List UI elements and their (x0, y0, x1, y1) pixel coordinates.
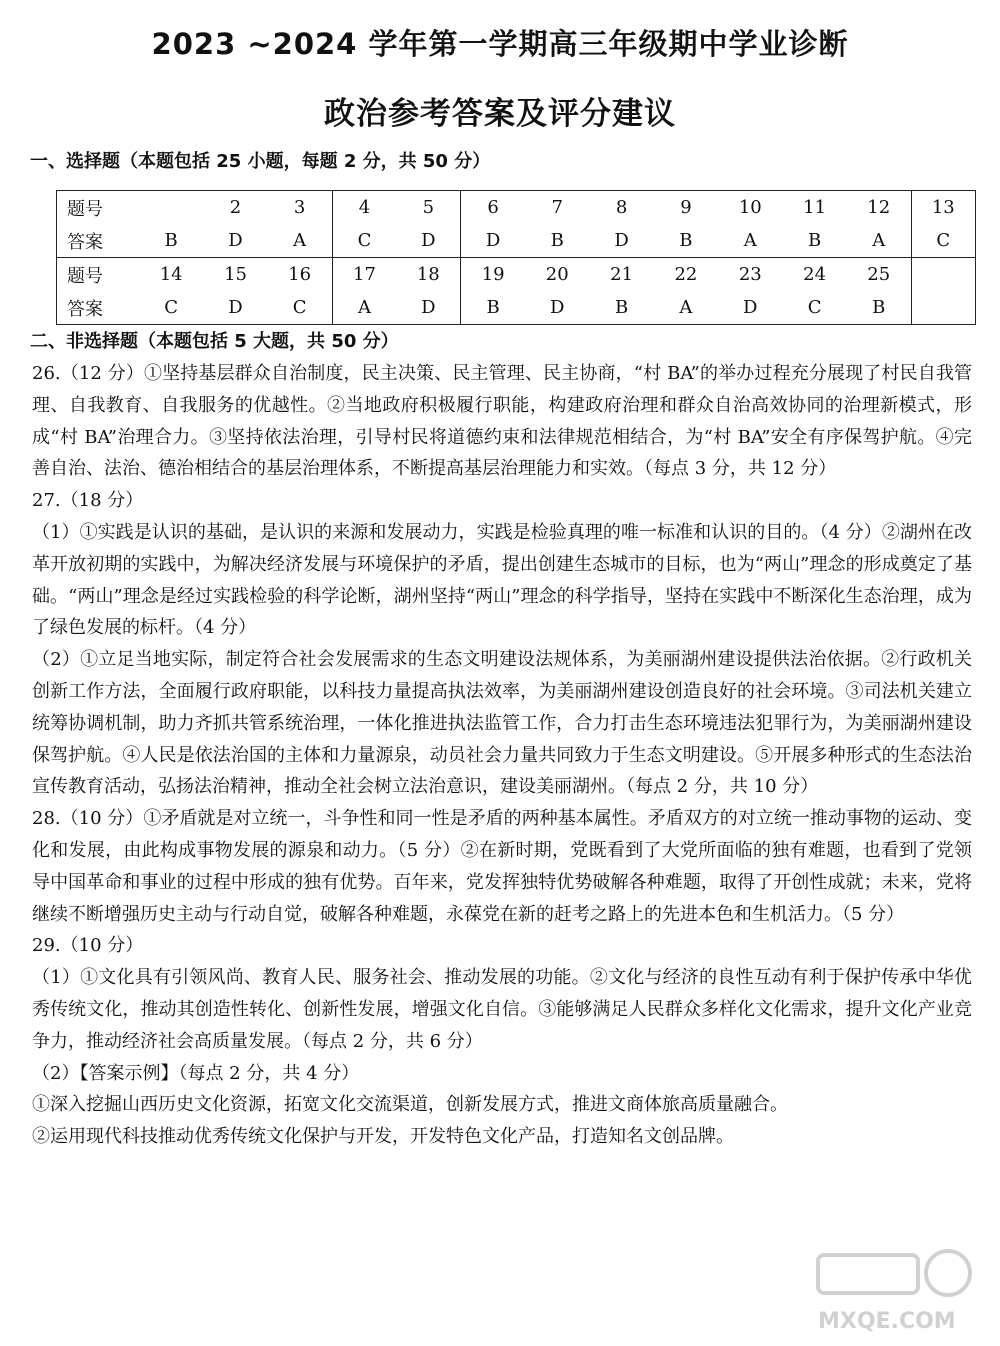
answer-cell: D (718, 291, 782, 325)
watermark-logo (808, 1243, 978, 1338)
question-number-cell (911, 258, 975, 292)
answer-cell: C (139, 291, 203, 325)
answer-cell: B (139, 224, 203, 258)
paragraph: ①深入挖掘山西历史文化资源，拓宽文化交流渠道，创新发展方式，推进文商体旅高质量融合。 (32, 1094, 788, 1116)
question-number-cell: 8 (589, 191, 653, 225)
answer-cell: C (268, 291, 332, 325)
table-row-header: 答案 (57, 291, 140, 325)
question-number-cell: 17 (332, 258, 396, 292)
question-number-cell: 5 (396, 191, 460, 225)
page-subtitle: 政治参考答案及评分建议 (324, 96, 676, 132)
question-number-cell: 16 (288, 264, 312, 285)
answer-cell: B (525, 224, 589, 258)
question-number-cell (139, 191, 203, 225)
answer-cell: B (589, 291, 653, 325)
question-number-cell: 14 (159, 264, 183, 285)
question-number-cell: 3 (268, 191, 332, 225)
answer-cell: C (782, 291, 846, 325)
question-number-cell: 6 (461, 191, 525, 225)
table-row (57, 291, 976, 325)
answer-cell: C (332, 224, 396, 258)
table-row-header: 题号 (57, 258, 140, 292)
question-number-cell: 25 (867, 264, 891, 285)
answer-cell: C (911, 224, 975, 258)
paragraph: 29.（10 分） (32, 935, 144, 957)
question-number-cell: 18 (416, 264, 440, 285)
section-heading-nonchoice: 二、非选择题（本题包括 5 大题，共 50 分） (30, 331, 399, 352)
paragraph: 26.（12 分）①坚持基层群众自治制度，民主决策、民主管理、民主协商，“村 BA”的举办过程充分展现了村民自我管理、自我教育、自我服务的优越性。②当地政府积极履行职能，构建政府治理和群众自治高效协同的治理新模式，形成“村 BA”治理合力。③坚持依法治理，引导村民将道德约束和法律规范相结合，为“村 BA”安全有序保驾护航。④完善自治、法治、德治相结合的基层治理体系，不断提高基层治理能力和实效。（每点 3 分，共 12 分） (32, 363, 972, 480)
answer-cell: D (203, 291, 267, 325)
paragraph: （2）①立足当地实际，制定符合社会发展需求的生态文明建设法规体系，为美丽湖州建设提供法治依据。②行政机关创新工作方法，全面履行政府职能，以科技力量提高执法效率，为美丽湖州建设创造良好的社会环境。③司法机关建立统筹协调机制，助力齐抓共管系统治理，一体化推进执法监管工作，合力打击生态环境违法犯罪行为，为美丽湖州建设保驾护航。④人民是依法治国的主体和力量源泉，动员社会力量共同致力于生态文明建设。⑤开展多种形式的生态法治宣传教育活动，弘扬法治精神，推动全社会树立法治意识，建设美丽湖州。（每点 2 分，共 10 分） (32, 649, 972, 798)
paragraph: 28.（10 分）①矛盾就是对立统一，斗争性和同一性是矛盾的两种基本属性。矛盾双方的对立统一推动事物的运动、变化和发展，由此构成事物发展的源泉和动力。（5 分）②在新时期，党既看到了大党所面临的独有难题，也看到了党领导中国革命和事业的过程中形成的独有优势。百年来，党发挥独特优势破解各种难题，取得了开创性成就；未来，党将继续不断增强历史主动与行动自觉，破解各种难题，永葆党在新的赶考之路上的先进本色和生机活力。（5 分） (32, 808, 972, 925)
answer-cell: A (654, 291, 718, 325)
question-number-cell: 9 (654, 191, 718, 225)
answer-cell: B (654, 224, 718, 258)
table-row (57, 224, 976, 258)
question-number-cell: 13 (911, 191, 975, 225)
table-row-header: 答案 (57, 224, 140, 258)
watermark-text: MXQE.COM (818, 1309, 956, 1334)
question-number-cell: 24 (803, 264, 827, 285)
question-number-cell: 10 (718, 191, 782, 225)
question-number-cell: 4 (332, 191, 396, 225)
question-number-cell: 15 (224, 264, 247, 285)
question-number-cell: 23 (738, 264, 762, 285)
question-number-cell: 7 (525, 191, 589, 225)
table-row (57, 258, 976, 292)
paragraph: 27.（18 分） (32, 490, 144, 512)
table-row-header: 题号 (57, 191, 140, 225)
question-number-cell: 2 (203, 191, 267, 225)
answer-cell (911, 291, 975, 325)
answer-cell: D (589, 224, 653, 258)
question-number-cell: 19 (461, 258, 525, 292)
page-title: 2023 ~2024 学年第一学期高三年级期中学业诊断 (151, 27, 849, 61)
answer-cell: A (847, 224, 911, 258)
paragraph: （2）【答案示例】（每点 2 分，共 4 分） (32, 1062, 360, 1084)
answer-cell: D (396, 224, 460, 258)
question-number-cell: 12 (847, 191, 911, 225)
answer-cell: A (718, 224, 782, 258)
answer-cell: D (203, 224, 267, 258)
table-row (57, 191, 976, 225)
question-number-cell: 20 (545, 264, 569, 285)
section-heading-choice: 一、选择题（本题包括 25 小题，每题 2 分，共 50 分） (30, 151, 491, 172)
question-number-cell: 22 (674, 264, 698, 285)
answer-cell: B (782, 224, 846, 258)
question-number-cell: 11 (782, 191, 846, 225)
answer-body (32, 358, 972, 1153)
answer-cell: D (396, 291, 460, 325)
answer-table (56, 190, 976, 325)
answer-cell: B (847, 291, 911, 325)
paragraph: ②运用现代科技推动优秀传统文化保护与开发，开发特色文化产品，打造知名文创品牌。 (32, 1126, 734, 1148)
answer-cell: A (332, 291, 396, 325)
question-number-cell: 21 (610, 264, 634, 285)
paragraph: （1）①文化具有引领风尚、教育人民、服务社会、推动发展的功能。②文化与经济的良性互动有利于保护传承中华优秀传统文化，推动其创造性转化、创新性发展，增强文化自信。③能够满足人民群众多样化文化需求，提升文化产业竞争力，推动经济社会高质量发展。（每点 2 分，共 6 分） (32, 967, 972, 1052)
answer-cell: A (268, 224, 332, 258)
answer-cell: D (461, 224, 525, 258)
answer-cell: D (525, 291, 589, 325)
paragraph: （1）①实践是认识的基础，是认识的来源和发展动力，实践是检验真理的唯一标准和认识的目的。（4 分）②湖州在改革开放初期的实践中，为解决经济发展与环境保护的矛盾，提出创建生态城市的目标，也为“两山”理念的形成奠定了基础。“两山”理念是经过实践检验的科学论断，湖州坚持“两山”理念的科学指导，坚持在实践中不断深化生态治理，成为了绿色发展的标杆。（4 分） (32, 521, 972, 639)
answer-cell: B (461, 291, 525, 325)
